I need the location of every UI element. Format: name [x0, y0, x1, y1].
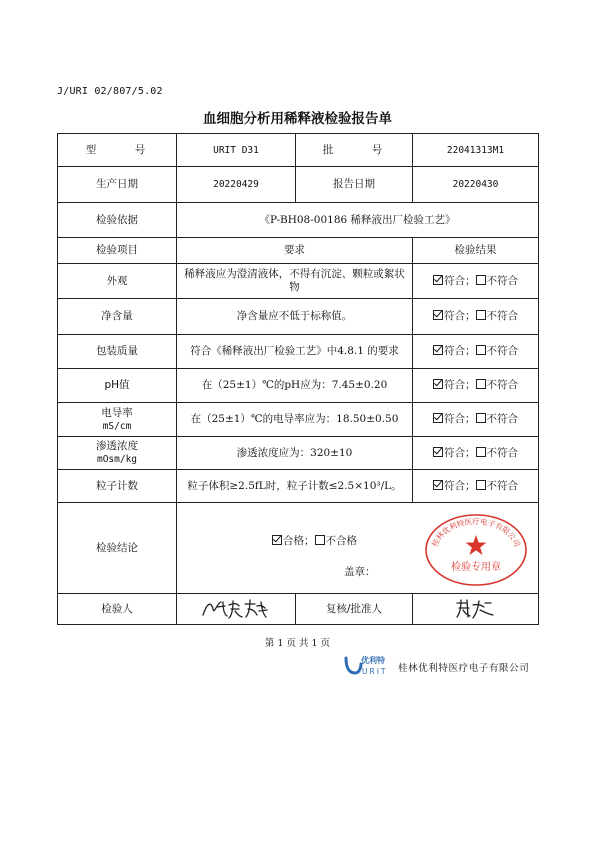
header-row [58, 238, 539, 264]
item-requirement: 渗透浓度应为：320±10 [177, 437, 413, 470]
item-name: 粒子计数 [58, 470, 177, 503]
checked-box-icon [433, 447, 443, 457]
conclusion-result [272, 535, 357, 548]
checked-box-icon [433, 480, 443, 490]
conclusion-pass-label: 合格； [283, 535, 315, 547]
item-requirement: 在（25±1）℃的电导率应为：18.50±0.50 [177, 403, 413, 437]
unchecked-box-icon [315, 535, 325, 545]
basis-label: 检验依据 [58, 203, 177, 238]
batch-value: 22041313M1 [413, 134, 539, 167]
item-requirement: 粒子体积≥2.5fL时，粒子计数≤2.5×10³/L。 [177, 470, 413, 503]
inspection-seal-stamp [423, 513, 529, 587]
item-name-label: 电导率 [101, 406, 133, 419]
inspector-signature [177, 594, 296, 625]
item-row [58, 470, 539, 503]
model-label: 型 号 [58, 134, 177, 167]
item-name: 外观 [58, 264, 177, 299]
date-row [58, 167, 539, 203]
item-requirement: 符合《稀释液出厂检验工艺》中4.8.1 的要求 [177, 335, 413, 369]
urit-logo [343, 654, 389, 676]
item-row [58, 403, 539, 437]
model-value: URIT D31 [177, 134, 296, 167]
pass-label: 符合； [444, 413, 476, 425]
item-row [58, 335, 539, 369]
report-date-value: 20220430 [413, 167, 539, 203]
item-name-label: 渗透浓度 [96, 440, 138, 452]
pass-label: 符合； [444, 479, 476, 492]
item-result [413, 299, 539, 335]
fail-label: 不符合 [486, 274, 518, 287]
unchecked-box-icon [476, 480, 486, 490]
checked-box-icon [272, 535, 282, 545]
svg-text:优利特: 优利特 [361, 656, 385, 665]
item-name [58, 403, 177, 437]
checked-box-icon [433, 413, 443, 423]
reviewer-label: 复核/批准人 [296, 594, 413, 625]
svg-text:桂林优利特医疗电子有限公司: 桂林优利特医疗电子有限公司 [430, 517, 522, 549]
item-name: 包装质量 [58, 335, 177, 369]
production-date-label: 生产日期 [58, 167, 177, 203]
unchecked-box-icon [476, 379, 486, 389]
company-name: 桂林优利特医疗电子有限公司 [398, 663, 530, 674]
production-date-value: 20220429 [177, 167, 296, 203]
item-result [413, 335, 539, 369]
checked-box-icon [433, 310, 443, 320]
column-header-result: 检验结果 [413, 238, 539, 264]
unchecked-box-icon [476, 275, 486, 285]
item-requirement: 净含量应不低于标称值。 [177, 299, 413, 335]
svg-text:检验专用章: 检验专用章 [451, 562, 501, 573]
checked-box-icon [433, 345, 443, 355]
conclusion-cell [177, 503, 539, 594]
pass-label: 符合； [444, 379, 476, 391]
signature-row [58, 594, 539, 625]
conclusion-label: 检验结论 [58, 503, 177, 594]
item-result [413, 264, 539, 299]
fail-label: 不符合 [486, 379, 518, 391]
svg-text:URIT: URIT [362, 667, 388, 676]
item-unit: mS/cm [102, 420, 132, 432]
item-result [413, 403, 539, 437]
item-name [58, 437, 177, 470]
conclusion-fail-label: 不合格 [325, 535, 357, 547]
item-requirement: 稀释液应为澄清液体，不得有沉淀、颗粒或絮状物 [177, 264, 413, 299]
reviewer-signature [413, 594, 539, 625]
item-name: 净含量 [58, 299, 177, 335]
pass-label: 符合； [444, 310, 476, 322]
unchecked-box-icon [476, 413, 486, 423]
checked-box-icon [433, 275, 443, 285]
item-row [58, 437, 539, 470]
fail-label: 不符合 [486, 413, 518, 425]
item-row [58, 264, 539, 299]
inspector-label: 检验人 [58, 594, 177, 625]
report-title: 血细胞分析用稀释液检验报告单 [203, 111, 392, 127]
reviewer-signature-image [451, 597, 501, 621]
item-name: pH值 [58, 369, 177, 403]
batch-label: 批 号 [296, 134, 413, 167]
fail-label: 不符合 [486, 479, 518, 492]
fail-label: 不符合 [486, 446, 518, 459]
report-table [57, 133, 539, 625]
conclusion-row [58, 503, 539, 594]
basis-value: 《P-BH08-00186 稀释液出厂检验工艺》 [177, 203, 539, 238]
column-header-requirement: 要求 [177, 238, 413, 264]
page-number: 第 1 页 共 1 页 [264, 638, 331, 649]
pass-label: 符合； [444, 345, 476, 357]
report-date-label: 报告日期 [296, 167, 413, 203]
item-result [413, 437, 539, 470]
basis-row [58, 203, 539, 238]
item-unit: mOsm/kg [96, 454, 138, 465]
item-row [58, 369, 539, 403]
pass-label: 符合； [444, 446, 476, 459]
fail-label: 不符合 [486, 345, 518, 357]
unchecked-box-icon [476, 447, 486, 457]
fail-label: 不符合 [486, 310, 518, 322]
column-header-item: 检验项目 [58, 238, 177, 264]
model-row [58, 134, 539, 167]
inspector-signature-image [199, 597, 273, 621]
unchecked-box-icon [476, 345, 486, 355]
item-result [413, 470, 539, 503]
checked-box-icon [433, 379, 443, 389]
item-requirement: 在（25±1）℃的pH应为：7.45±0.20 [177, 369, 413, 403]
document-code: J/URI 02/807/5.02 [57, 86, 163, 97]
pass-label: 符合； [444, 274, 476, 287]
seal-label: 盖章： [344, 566, 376, 578]
item-result [413, 369, 539, 403]
item-row [58, 299, 539, 335]
unchecked-box-icon [476, 310, 486, 320]
